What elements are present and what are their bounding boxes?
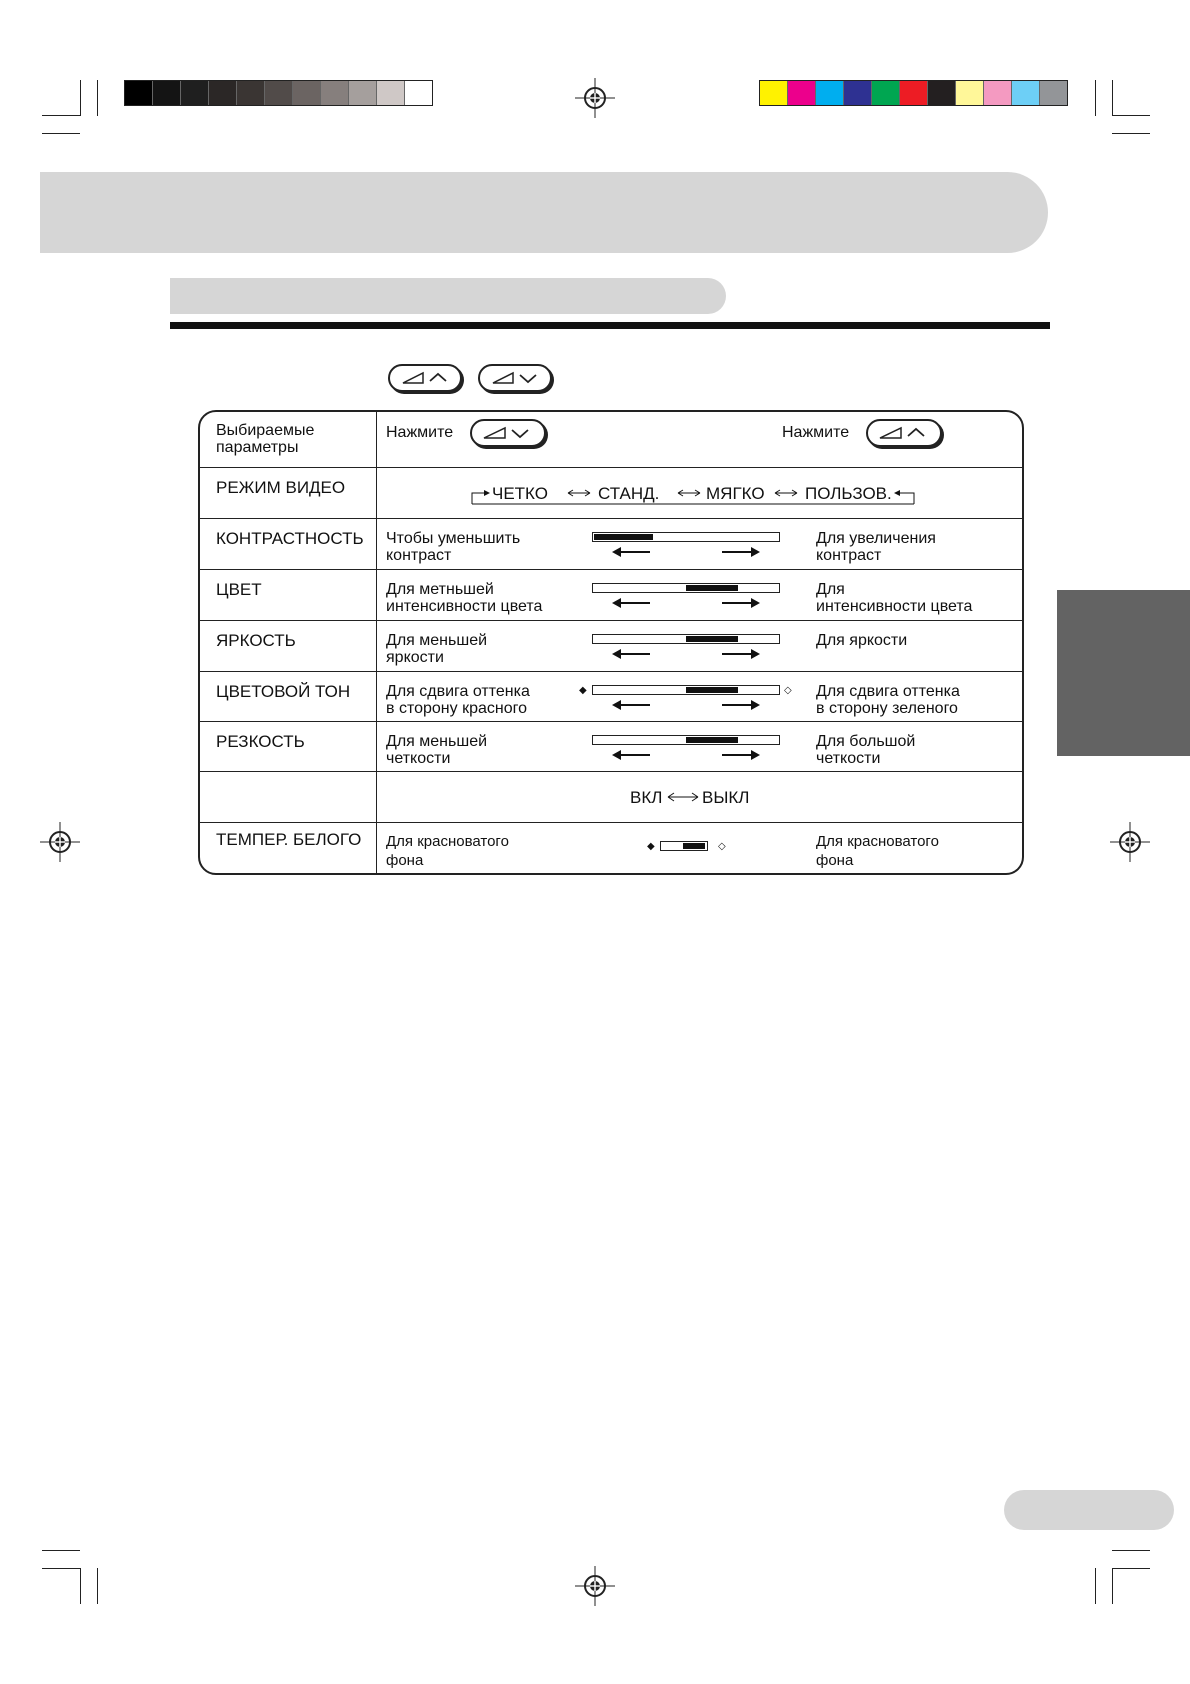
increase-description: Для яркости: [816, 632, 908, 649]
calibration-swatch: [125, 81, 152, 105]
setting-label: КОНТРАСТНОСТЬ: [216, 529, 364, 548]
off-option: ВЫКЛ: [702, 788, 750, 807]
decrease-description: Для меньшей яркости: [386, 632, 488, 666]
increase-description: Для увеличения контраст: [816, 530, 936, 564]
registration-mark-icon: [40, 822, 80, 862]
chapter-header-band: [40, 172, 1048, 253]
video-mode-option: ПОЛЬЗОВ.: [805, 484, 892, 503]
registration-mark-icon: [1110, 822, 1150, 862]
video-mode-option: МЯГКО: [706, 484, 765, 503]
calibration-swatch: [927, 81, 955, 105]
white-temp-left-text: Для красноватого фона: [386, 833, 509, 869]
gray-calibration-strip: [124, 80, 433, 106]
calibration-swatch: [376, 81, 404, 105]
setting-label: ЦВЕТ: [216, 580, 262, 599]
calibration-swatch: [983, 81, 1011, 105]
decrease-description: Для меньшей четкости: [386, 733, 488, 767]
picture-settings-table: [198, 410, 1024, 875]
video-mode-option: СТАНД.: [598, 484, 660, 503]
filled-diamond-icon: ◆: [647, 841, 655, 852]
calibration-swatch: [1039, 81, 1067, 105]
triangle-up-icon: [390, 366, 460, 390]
calibration-swatch: [152, 81, 180, 105]
white-temp-right-text: Для красноватого фона: [816, 833, 939, 869]
calibration-swatch: [236, 81, 264, 105]
calibration-swatch: [760, 81, 787, 105]
header-press-down-label: Нажмите: [386, 424, 454, 441]
left-arrow-icon: [620, 602, 650, 604]
section-rule: [170, 322, 1050, 329]
triangle-down-icon: [480, 366, 550, 390]
level-bar: [592, 634, 780, 644]
level-bar: [592, 685, 780, 695]
column-divider: [376, 412, 377, 873]
right-arrow-icon: [722, 653, 752, 655]
level-bar-fill: [594, 534, 653, 540]
calibration-swatch: [955, 81, 983, 105]
level-bar-fill: [686, 585, 738, 591]
calibration-swatch: [843, 81, 871, 105]
decrease-description: Для сдвига оттенка в сторону красного: [386, 683, 530, 717]
header-up-button: [866, 419, 942, 447]
left-arrow-icon: [620, 551, 650, 553]
triangle-down-icon: [472, 421, 544, 445]
level-bar-fill: [686, 687, 738, 693]
calibration-swatch: [899, 81, 927, 105]
color-calibration-strip: [759, 80, 1068, 106]
registration-mark-icon: [575, 78, 615, 118]
increase-description: Для сдвига оттенка в сторону зеленого: [816, 683, 960, 717]
calibration-swatch: [348, 81, 376, 105]
level-bar-fill: [686, 636, 738, 642]
calibration-swatch: [320, 81, 348, 105]
video-mode-cycle: [470, 484, 920, 510]
setting-label: ЦВЕТОВОЙ ТОН: [216, 682, 351, 701]
triangle-up-icon: [868, 421, 940, 445]
double-arrow-icon: [666, 790, 700, 804]
level-bar: [592, 532, 780, 542]
right-arrow-icon: [722, 602, 752, 604]
setting-label: РЕЗКОСТЬ: [216, 732, 305, 751]
level-bar: [592, 583, 780, 593]
increase-description: Для большой четкости: [816, 733, 916, 767]
level-bar: [592, 735, 780, 745]
calibration-swatch: [208, 81, 236, 105]
decrease-description: Чтобы уменьшить контраст: [386, 530, 521, 564]
down-remote-button: [478, 364, 552, 392]
calibration-swatch: [787, 81, 815, 105]
filled-diamond-icon: ◆: [579, 685, 587, 696]
calibration-swatch: [1011, 81, 1039, 105]
left-arrow-icon: [620, 653, 650, 655]
white-temp-label: ТЕМПЕР. БЕЛОГО: [216, 830, 362, 849]
calibration-swatch: [292, 81, 320, 105]
hollow-diamond-icon: ◇: [718, 841, 726, 852]
calibration-swatch: [264, 81, 292, 105]
right-arrow-icon: [722, 754, 752, 756]
header-press-up-label: Нажмите: [782, 424, 850, 441]
decrease-description: Для метньшей интенсивности цвета: [386, 581, 543, 615]
setting-label: ЯРКОСТЬ: [216, 631, 296, 650]
header-down-button: [470, 419, 546, 447]
up-remote-button: [388, 364, 462, 392]
calibration-swatch: [180, 81, 208, 105]
calibration-swatch: [404, 81, 432, 105]
calibration-swatch: [871, 81, 899, 105]
video-mode-label: РЕЖИМ ВИДЕО: [216, 478, 346, 497]
right-arrow-icon: [722, 704, 752, 706]
right-arrow-icon: [722, 551, 752, 553]
increase-description: Для интенсивности цвета: [816, 581, 973, 615]
video-mode-option: ЧЕТКО: [492, 484, 548, 503]
level-bar-fill: [686, 737, 738, 743]
registration-mark-icon: [575, 1566, 615, 1606]
section-header-band: [170, 278, 726, 314]
left-arrow-icon: [620, 754, 650, 756]
left-arrow-icon: [620, 704, 650, 706]
header-parameters-label: Выбираемые параметры: [216, 422, 315, 456]
hollow-diamond-icon: ◇: [784, 685, 792, 696]
calibration-swatch: [815, 81, 843, 105]
on-option: ВКЛ: [630, 788, 663, 807]
white-temp-bar: [660, 841, 708, 851]
page-number-pill: [1004, 1490, 1174, 1530]
chapter-side-tab: [1057, 590, 1190, 756]
